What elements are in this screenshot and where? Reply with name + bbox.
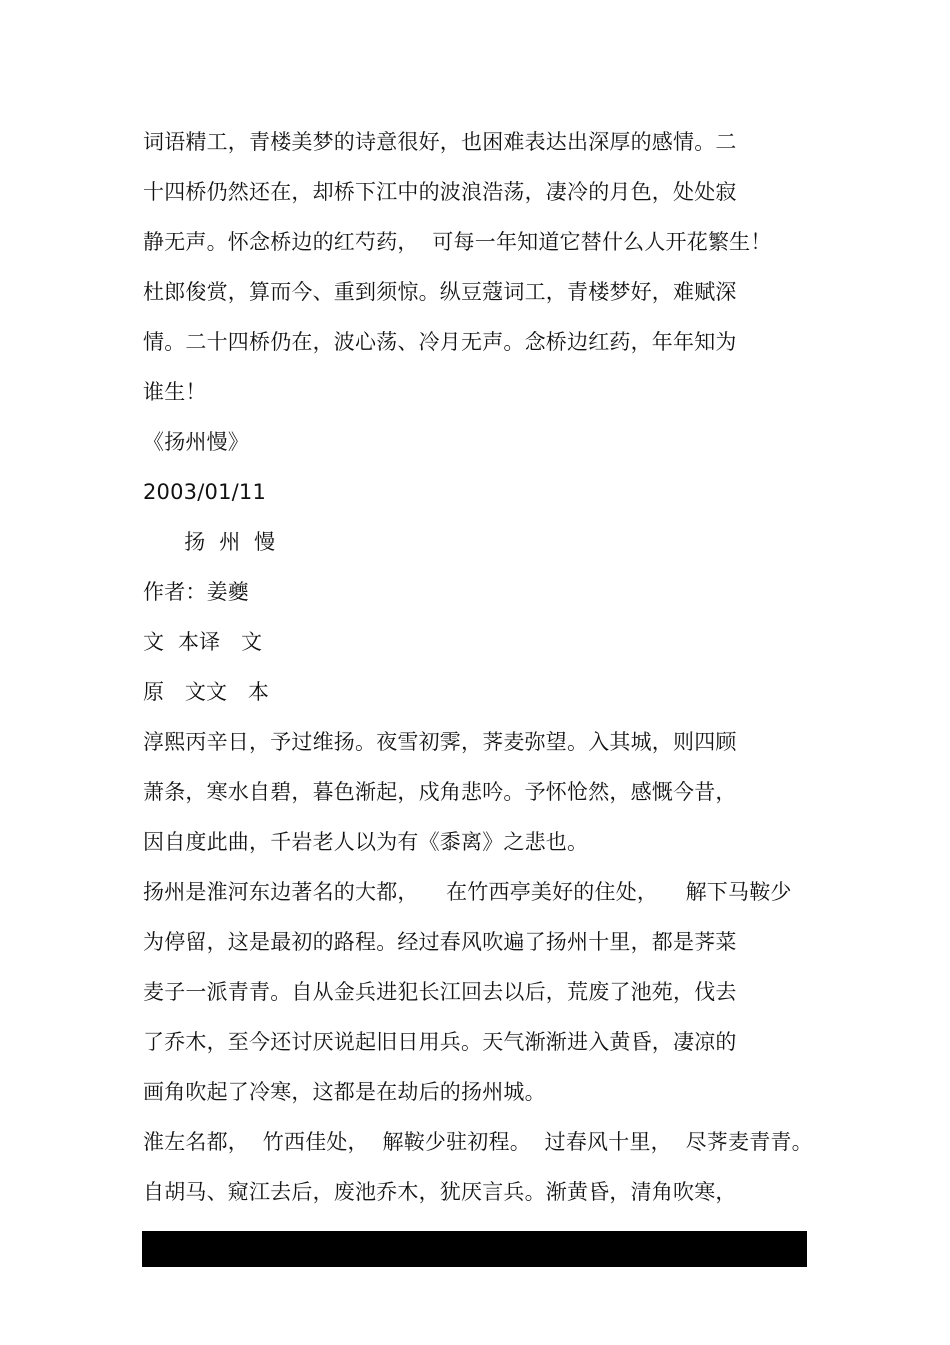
redaction-bar <box>142 1231 807 1267</box>
text-line: 静无声。怀念桥边的红芍药， 可每一年知道它替什么人开花繁生！ <box>143 230 772 254</box>
text-line: 词语精工，青楼美梦的诗意很好，也困难表达出深厚的感情。二 <box>143 130 737 154</box>
text-line: 淮左名都， 竹西佳处， 解鞍少驻初程。 过春风十里， 尽荠麦青青。 <box>143 1130 813 1154</box>
text-line: 了乔木，至今还讨厌说起旧日用兵。天气渐渐进入黄昏，凄凉的 <box>143 1030 737 1054</box>
text-line: 画角吹起了冷寒，这都是在劫后的扬州城。 <box>143 1080 546 1104</box>
text-line: 淳熙丙辛日，予过维扬。夜雪初霁，荠麦弥望。入其城，则四顾 <box>143 730 737 754</box>
text-line: 情。二十四桥仍在，波心荡、冷月无声。念桥边红药，年年知为 <box>143 330 737 354</box>
text-line: 萧条，寒水自碧，暮色渐起，戍角悲吟。予怀怆然，感慨今昔， <box>143 780 737 804</box>
section-title: 《扬州慢》 <box>143 430 249 454</box>
column-header: 原 文文 本 <box>143 680 270 704</box>
poem-title: 扬 州 慢 <box>143 530 276 554</box>
text-line: 麦子一派青青。自从金兵进犯长江回去以后，荒废了池苑，伐去 <box>143 980 737 1004</box>
text-line: 扬州是淮河东边著名的大都， 在竹西亭美好的住处， 解下马鞍少 <box>143 880 792 904</box>
text-line: 自胡马、窥江去后，废池乔木，犹厌言兵。渐黄昏，清角吹寒， <box>143 1180 737 1204</box>
date-text: 2003/01/11 <box>143 480 267 504</box>
column-header: 文 本译 文 <box>143 630 263 654</box>
author-line: 作者：姜夔 <box>143 580 249 604</box>
text-line: 杜郎俊赏，算而今、重到须惊。纵豆蔻词工，青楼梦好，难赋深 <box>143 280 737 304</box>
text-line: 因自度此曲，千岩老人以为有《黍离》之悲也。 <box>143 830 589 854</box>
text-line: 谁生！ <box>143 380 207 404</box>
text-line: 十四桥仍然还在，却桥下江中的波浪浩荡，凄冷的月色，处处寂 <box>143 180 737 204</box>
text-line: 为停留，这是最初的路程。经过春风吹遍了扬州十里，都是荠菜 <box>143 930 737 954</box>
